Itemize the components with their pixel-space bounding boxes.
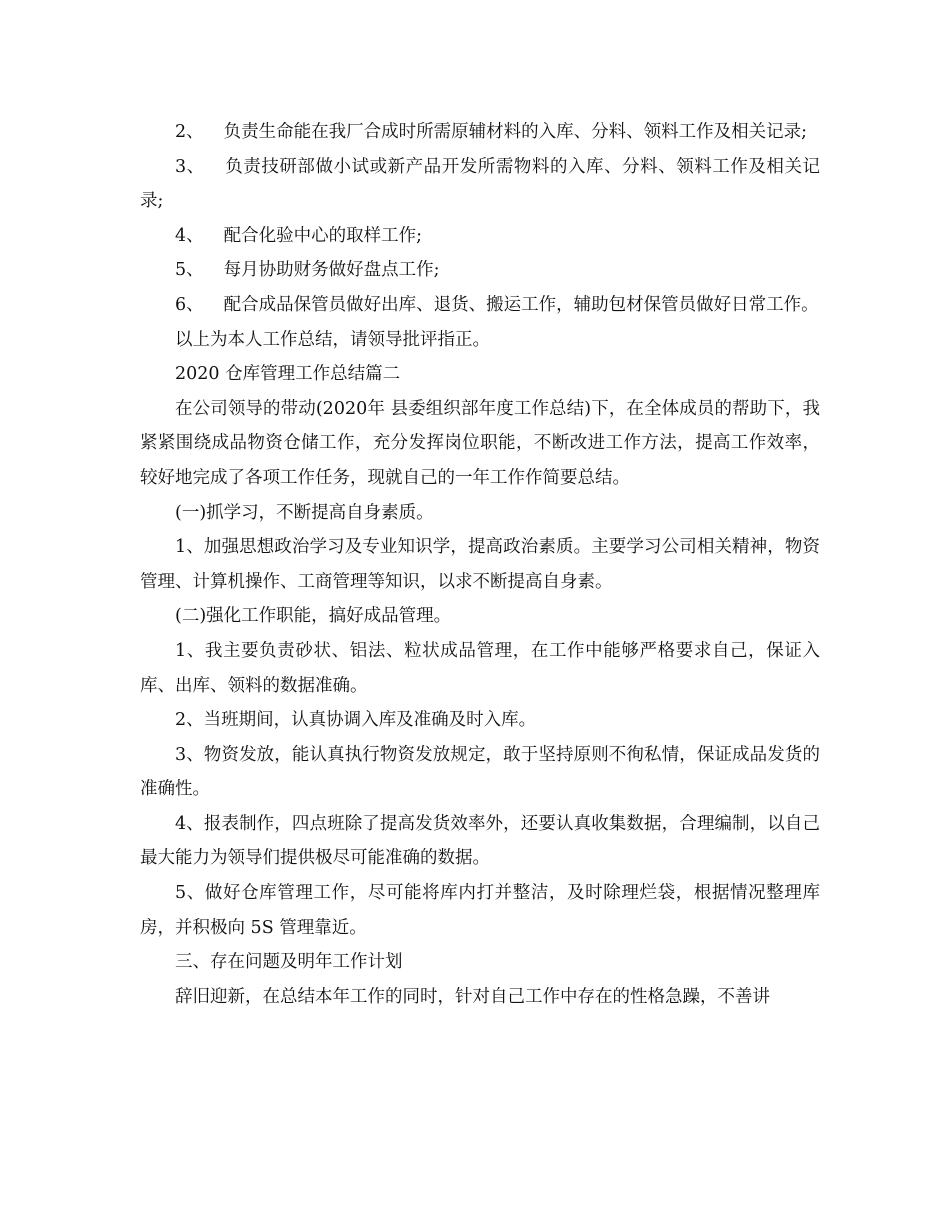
management-item-4: 4、报表制作，四点班除了提高发货效率外，还要认真收集数据，合理编制，以自己最大能力为领导们提供极尽可能准确的数据。 [140,813,820,869]
list-text: 配合成品保管员做好出库、退货、搬运工作，辅助包材保管员做好日常工作。 [223,294,819,315]
list-text: 负责技研部做小试或新产品开发所需物料的入库、分料、领料工作及相关记录; [140,156,820,212]
list-text: 每月协助财务做好盘点工作; [223,260,440,281]
list-item-2 [140,115,820,150]
list-item-6 [140,288,820,323]
closing-remark: 以上为本人工作总结，请领导批评指正。 [175,329,490,350]
document-body [140,115,820,1014]
section-title-part-two: 2020 仓库管理工作总结篇二 [175,364,401,385]
list-item-4 [140,219,820,254]
list-item-3 [140,150,820,219]
subheading-problems-plan: 三、存在问题及明年工作计划 [175,952,403,973]
problems-paragraph: 辞旧迎新，在总结本年工作的同时，针对自己工作中存在的性格急躁，不善讲 [175,986,770,1007]
list-number: 4、 [175,225,204,246]
intro-paragraph: 在公司领导的带动(2020年 县委组织部年度工作总结)下，在全体成员的帮助下，我紧紧围绕成品物资仓储工作，充分发挥岗位职能，不断改进工作方法，提高工作效率，较好地完成了各项工作任务，现就自己的一年工作作简要总结。 [140,398,820,488]
subheading-study: (一)抓学习，不断提高自身素质。 [175,502,434,523]
management-item-5: 5、做好仓库管理工作，尽可能将库内打并整洁，及时除理烂袋，根据情况整理库房，并积极向 5S 管理靠近。 [140,883,820,938]
management-item-1: 1、我主要负责砂状、铝法、粒状成品管理，在工作中能够严格要求自己，保证入库、出库、领料的数据准确。 [140,640,820,696]
list-text: 配合化验中心的取样工作; [223,225,423,246]
list-number: 6、 [175,294,204,315]
management-item-2: 2、当班期间，认真协调入库及准确及时入库。 [175,710,537,731]
list-text: 负责生命能在我厂合成时所需原辅材料的入库、分料、领料工作及相关记录; [223,122,808,142]
list-number: 2、 [175,122,204,142]
subheading-management: (二)强化工作职能，搞好成品管理。 [175,606,452,627]
list-item-5 [140,253,820,288]
list-number: 5、 [175,260,204,281]
management-item-3: 3、物资发放，能认真执行物资发放规定，敢于坚持原则不徇私情，保证成品发货的准确性。 [140,744,820,800]
list-number: 3、 [175,156,205,177]
study-item-1: 1、加强思想政治学习及专业知识学，提高政治素质。主要学习公司相关精神，物资管理、计算机操作、工商管理等知识，以求不断提高自身素。 [140,537,820,592]
